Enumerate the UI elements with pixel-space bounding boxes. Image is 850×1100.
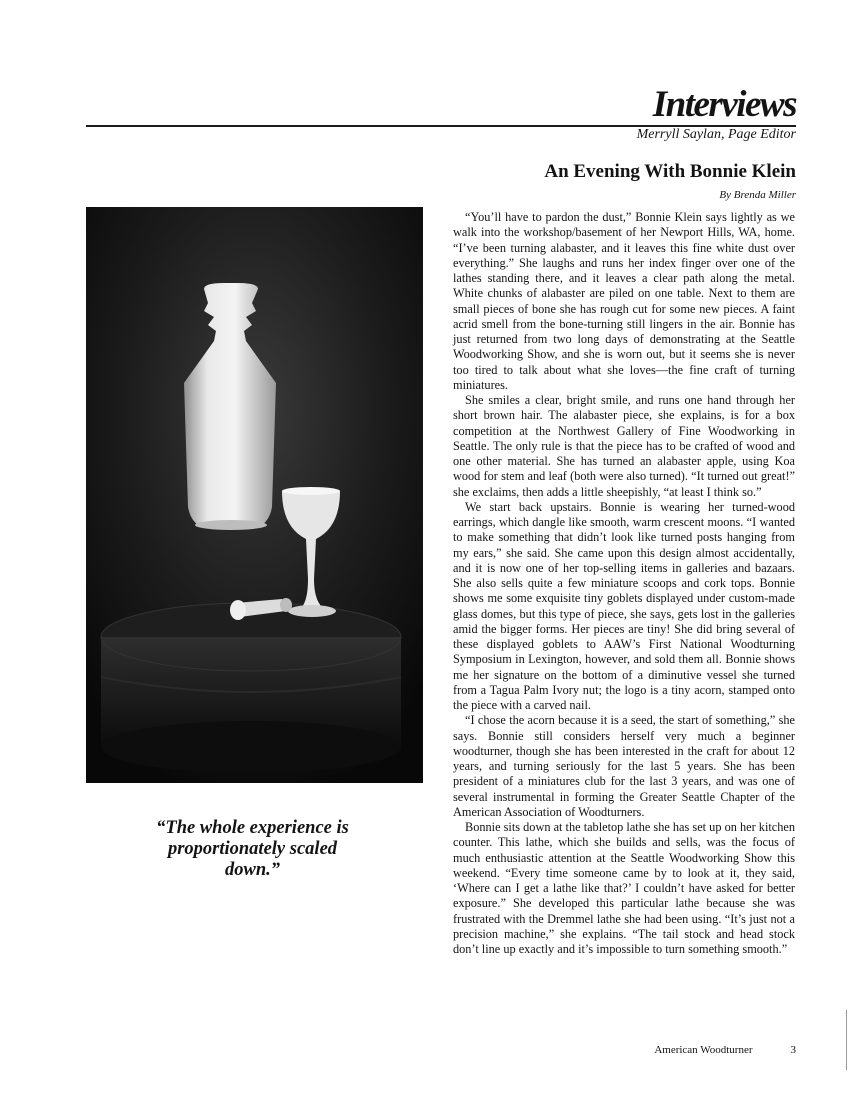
photo-turned-miniatures [86,207,423,783]
page-number: 3 [790,1044,796,1056]
byline: By Brenda Miller [719,189,796,201]
pull-quote: “The whole experience is proportionately scaled down.” [156,818,349,880]
page-footer [654,1044,796,1056]
scan-edge-mark [846,1010,847,1070]
publication-name: American Woodturner [654,1044,753,1056]
section-title: Interviews [652,84,796,125]
paragraph: “I chose the acorn because it is a seed, the start of something,” she says. Bonnie still considers herself very much a beginner woodturner, though she has been interested in the craft for about 12 years, and turning seriously for the last 5 years. She has been president of a miniatures club for the last 3 years, and was one of several instrumental in forming the Greater Seattle Chapter of the American Association of Woodturners. [453,713,795,819]
paragraph: We start back upstairs. Bonnie is wearing her turned-wood earrings, which dangle like smooth, warm crescent moons. “I wanted to make something that didn’t look like turned posts hanging from my ears,” she said. She came upon this design almost accidentally, and it is now one of her top-selling items in galleries and bazaars. She also sells quite a few miniature scoops and cork tops. Bonnie shows me some exquisite tiny goblets displayed under custom-made glass domes, but this type of piece, she says, gets lost in the galleries amid the bigger forms. Her pieces are tiny! She did bring several of these displayed goblets to AAW’s First National Woodturning Symposium in Lexington, however, and sold them all. Bonnie shows me her signature on the bottom of a diminutive vessel she turned from a Tagua Palm Ivory nut; the logo is a tiny acorn, stamped onto the piece with a carved nail. [453,499,795,712]
page-editor: Merryll Saylan, Page Editor [636,127,796,142]
article-body [453,210,795,957]
paragraph: Bonnie sits down at the tabletop lathe she has set up on her kitchen counter. This lathe, which she builds and sells, was the focus of much enthusiastic attention at the Seattle Woodworking Show this weekend. “Every time someone came by to look at it, they said, ‘Where can I get a lathe like that?’ I couldn’t have asked for better exposure.” She developed this particular lathe because she was frustrated with the Dremmel lathe she had been using. “It’s just not a precision machine,” she explains. “The tail stock and head stock don’t line up exactly and it’s impossible to turn something smooth.” [453,820,795,956]
paragraph: She smiles a clear, bright smile, and runs one hand through her short brown hair. The alabaster piece, she explains, is for a box competition at the Northwest Gallery of Fine Woodworking in Seattle. The only rule is that the piece has to be crafted of wood and one other material. She has turned an alabaster apple, using Koa wood for stem and leaf (both were also turned). “It turned out great!” she exclaims, then adds a little sheepishly, “at least I think so.” [453,393,795,499]
paragraph: “You’ll have to pardon the dust,” Bonnie Klein says lightly as we walk into the workshop/basement of her Newport Hills, WA, home. “I’ve been turning alabaster, and it leaves this fine white dust over everything.” She laughs and runs her index finger over one of the lathes standing there, and it leaves a clear path along the metal. White chunks of alabaster are piled on one table. Next to them are small pieces of bone she has rough cut for some new pieces. A faint acrid smell from the bone-turning still lingers in the air. Bonnie has just returned from two long days of demonstrating at the Seattle Woodworking Show, and she is worn out, but it seems she is never too tired to talk about what she loves—the fine craft of turning miniatures. [453,210,795,392]
article-title: An Evening With Bonnie Klein [544,161,796,182]
